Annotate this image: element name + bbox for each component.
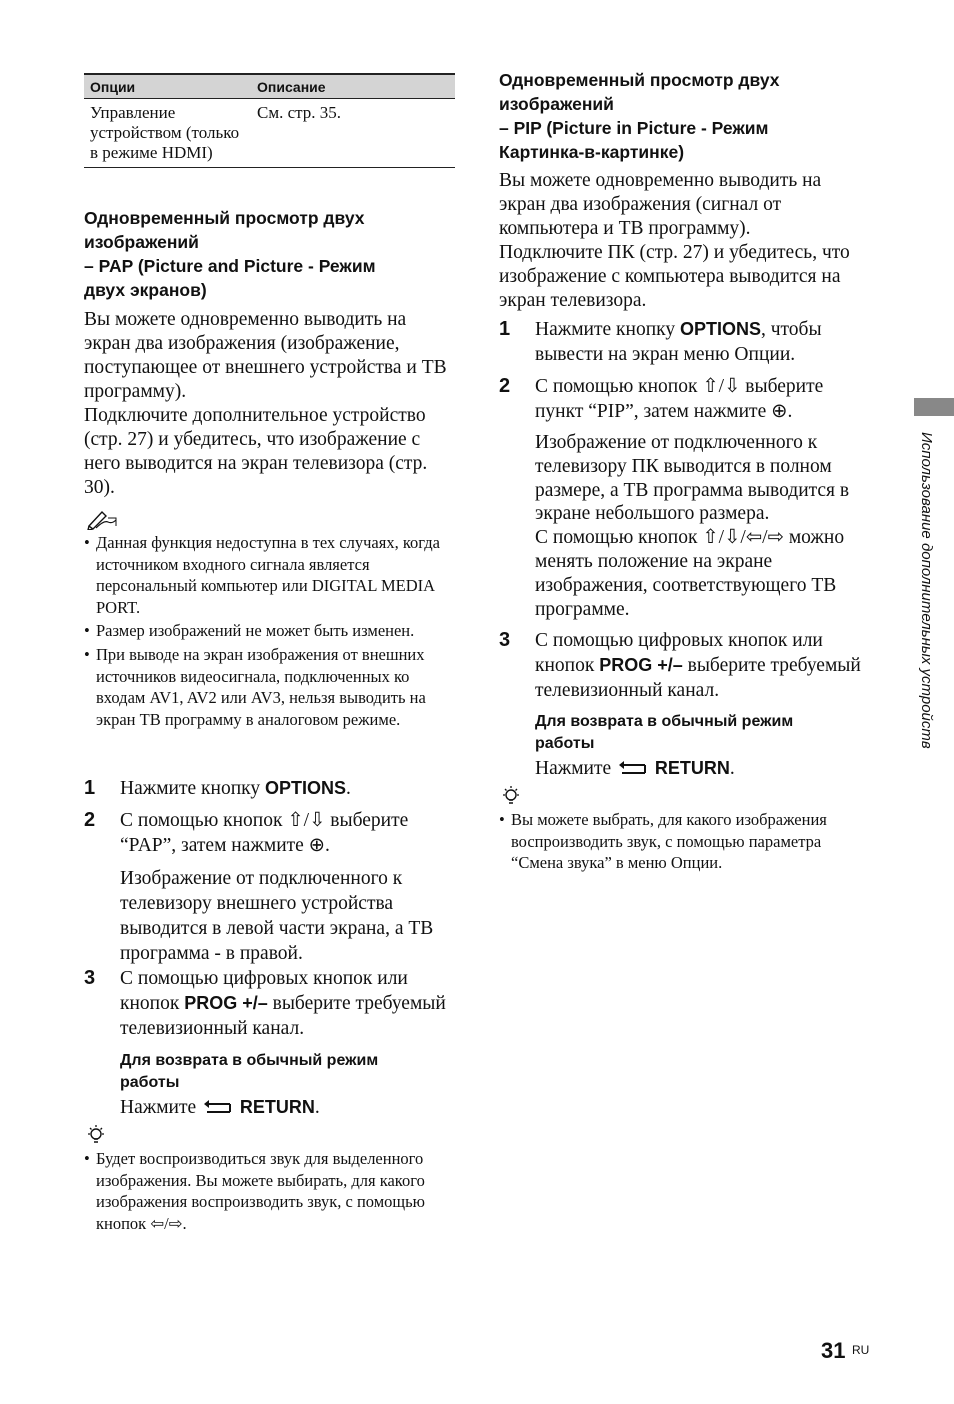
table-header-options: Опции bbox=[84, 74, 251, 99]
pip-return-heading: Для возврата в обычный режим работы bbox=[535, 713, 794, 752]
pip-tips bbox=[499, 809, 867, 876]
list-item: • Данная функция недоступна в тех случаях, когда источником входного сигнала является персональный компьютер или DIGITAL MEDIA PORT. bbox=[84, 532, 450, 618]
table-cell-option: Управление устройством (только в режиме HDMI) bbox=[84, 99, 251, 168]
table-row bbox=[84, 99, 455, 168]
pip-return-instruction: Нажмите RETURN. bbox=[535, 758, 735, 779]
pap-notes bbox=[84, 532, 450, 732]
pap-step-2-detail: Изображение от подключенного к телевизору внешнего устройства выводится в левой части экрана, а ТВ программа - в правой. bbox=[120, 868, 434, 964]
list-item: • При выводе на экран изображения от внешних источников видеосигнала, подключенных ко входам AV1, AV2 или AV3, нельзя выводить на экран ТВ программу в аналоговом режиме. bbox=[84, 644, 450, 730]
list-item: • Будет воспроизводиться звук для выделенного изображения. Вы можете выбирать, для какого изображения воспроизводить звук, с помощью кнопок ⇦/⇨. bbox=[84, 1148, 446, 1234]
pap-return-heading: Для возврата в обычный режим работы bbox=[120, 1052, 379, 1091]
lightbulb-tip-icon bbox=[501, 785, 521, 807]
pap-tips bbox=[84, 1148, 446, 1236]
list-item: • Размер изображений не может быть изменен. bbox=[84, 620, 450, 642]
lightbulb-tip-icon bbox=[86, 1124, 106, 1146]
options-table bbox=[84, 73, 455, 168]
table-header-description: Описание bbox=[251, 74, 455, 99]
return-icon bbox=[618, 760, 648, 776]
page-language: RU bbox=[852, 1343, 870, 1357]
section-side-label: Использование дополнительных устройств bbox=[918, 432, 935, 749]
section-tab-marker bbox=[914, 398, 954, 416]
pip-intro: Вы можете одновременно выводить на экран два изображения (сигнал от компьютера и ТВ программу). Подключите ПК (стр. 27) и убедитесь, что изображение с компьютера выводится на экран телевизора. bbox=[499, 170, 850, 311]
return-icon bbox=[203, 1099, 233, 1115]
pap-heading: Одновременный просмотр двух изображений – PAP (Picture and Picture - Режим двух экранов) bbox=[84, 208, 376, 300]
list-item: • Вы можете выбрать, для какого изображения воспроизводить звук, с помощью параметра “Смена звука” в меню Опции. bbox=[499, 809, 867, 874]
pip-heading: Одновременный просмотр двух изображений – PIP (Picture in Picture - Режим Картинка-в-картинке) bbox=[499, 70, 780, 162]
pap-intro: Вы можете одновременно выводить на экран два изображения (изображение, поступающее от внешнего устройства и ТВ программу). Подключите дополнительное устройство (стр. 27) и убедитесь, что изображение с него выводится на экран телевизора (стр. 30). bbox=[84, 309, 447, 498]
pip-step-2-detail: Изображение от подключенного к телевизору ПК выводится в полном размере, а ТВ программа выводится в экране небольшого размера. С помощью кнопок ⇧/⇩/⇦/⇨ можно менять положение на экране изображения, соответствующего ТВ программе. bbox=[535, 432, 850, 620]
pap-return-instruction: Нажмите RETURN. bbox=[120, 1097, 320, 1118]
table-cell-description: См. стр. 35. bbox=[251, 99, 455, 168]
pencil-note-icon bbox=[86, 508, 118, 530]
page-number: 31 bbox=[821, 1338, 846, 1363]
